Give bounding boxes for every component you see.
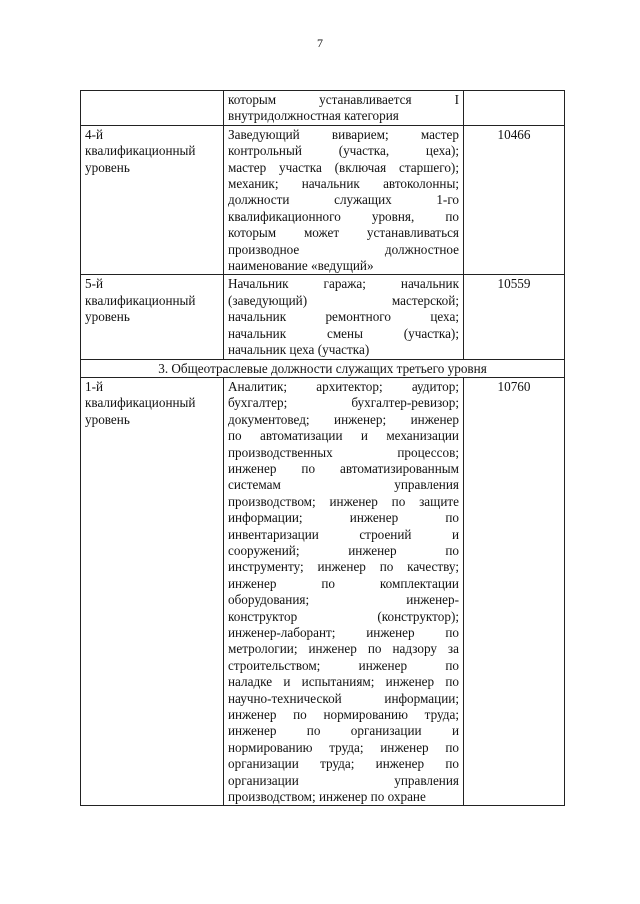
positions-line: документовед; инженер; инженер <box>228 411 459 427</box>
positions-line: по автоматизации и механизации <box>228 428 459 444</box>
positions-line: (заведующий) мастерской; <box>228 292 459 308</box>
positions-cell <box>224 377 464 806</box>
positions-line: Начальник гаража; начальник <box>228 276 459 292</box>
positions-line: механик; начальник автоколонны; <box>228 176 459 192</box>
positions-line: системам управления <box>228 477 459 493</box>
positions-line: инженер по комплектации <box>228 575 459 591</box>
positions-line: Заведующий виварием; мастер <box>228 126 459 142</box>
salary-code-cell <box>464 91 565 126</box>
positions-line: бухгалтер; бухгалтер-ревизор; <box>228 395 459 411</box>
positions-line: организации труда; инженер по <box>228 756 459 772</box>
positions-line: наладке и испытаниям; инженер по <box>228 674 459 690</box>
positions-line: оборудования; инженер- <box>228 592 459 608</box>
positions-line: начальник смены (участка); <box>228 325 459 341</box>
positions-line: инженер по организации и <box>228 723 459 739</box>
qualification-level-cell <box>81 125 224 275</box>
positions-line: Аналитик; архитектор; аудитор; <box>228 378 459 394</box>
positions-line: наименование «ведущий» <box>228 258 374 274</box>
positions-cell <box>224 91 464 126</box>
positions-line: мастер участка (включая старшего); <box>228 159 459 175</box>
positions-line: контрольный (участка, цеха); <box>228 143 459 159</box>
salary-code-cell: 10466 <box>464 125 565 275</box>
positions-line: начальник ремонтного цеха; <box>228 309 459 325</box>
qualification-table <box>80 90 565 806</box>
page-number: 7 <box>317 36 323 50</box>
positions-line: должности служащих 1-го <box>228 192 459 208</box>
qualification-level-line: 4-й <box>85 126 104 142</box>
positions-line: информации; инженер по <box>228 510 459 526</box>
positions-line: производственных процессов; <box>228 444 459 460</box>
positions-line: производством; инженер по защите <box>228 493 459 509</box>
positions-line: которым может устанавливаться <box>228 225 459 241</box>
positions-line: конструктор (конструктор); <box>228 608 459 624</box>
qualification-level-cell <box>81 91 224 126</box>
positions-cell <box>224 275 464 359</box>
positions-line: организации управления <box>228 772 459 788</box>
qualification-level-line: квалификационный <box>85 292 196 308</box>
qualification-level-line: уровень <box>85 159 130 175</box>
positions-line: которым устанавливается I <box>228 92 459 107</box>
table-row <box>81 377 565 806</box>
positions-line: метрологии; инженер по надзору за <box>228 641 459 657</box>
positions-line: производством; инженер по охране <box>228 789 426 805</box>
qualification-level-line: уровень <box>85 309 130 325</box>
table-row <box>81 125 565 275</box>
positions-line: научно-технической информации; <box>228 690 459 706</box>
qualification-level-line: квалификационный <box>85 395 196 411</box>
positions-line: сооружений; инженер по <box>228 542 459 558</box>
positions-line: строительством; инженер по <box>228 657 459 673</box>
table-body-third-level <box>81 377 565 806</box>
positions-line: квалификационного уровня, по <box>228 208 459 224</box>
salary-code-cell: 10559 <box>464 275 565 359</box>
table-row <box>81 91 565 126</box>
positions-line: внутридолжностная категория <box>228 108 399 124</box>
positions-line: инженер-лаборант; инженер по <box>228 625 459 640</box>
qualification-level-line: уровень <box>85 411 130 427</box>
positions-line: нормированию труда; инженер по <box>228 739 459 755</box>
positions-line: начальник цеха (участка) <box>228 342 370 358</box>
positions-line: инженер по нормированию труда; <box>228 707 459 723</box>
section-header: 3. Общеотраслевые должности служащих третьего уровня <box>81 359 565 377</box>
salary-code-cell: 10760 <box>464 377 565 806</box>
positions-line: инвентаризации строений и <box>228 526 459 542</box>
qualification-level-line: 5-й <box>85 276 104 292</box>
positions-cell <box>224 125 464 275</box>
qualification-level-line: квалификационный <box>85 143 196 159</box>
table-body-second-level <box>81 91 565 360</box>
qualification-level-cell <box>81 377 224 806</box>
qualification-level-line: 1-й <box>85 378 104 394</box>
table-section-third-level <box>81 359 565 377</box>
positions-line: инструменту; инженер по качеству; <box>228 559 459 575</box>
section-header-row <box>81 359 565 377</box>
positions-line: инженер по автоматизированным <box>228 460 459 476</box>
qualification-level-cell <box>81 275 224 359</box>
table-row <box>81 275 565 359</box>
positions-line: производное должностное <box>228 241 459 257</box>
